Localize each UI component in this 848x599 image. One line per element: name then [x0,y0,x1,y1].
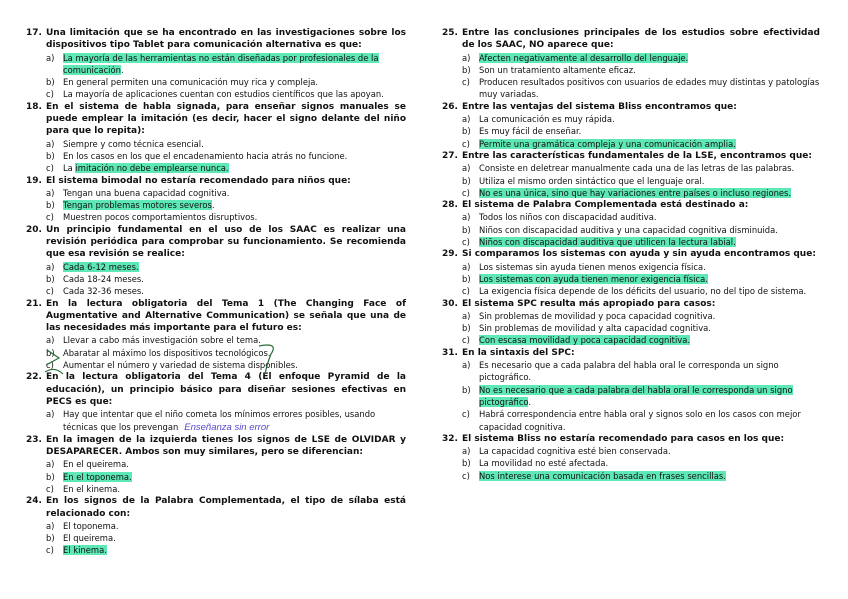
option-b [26,532,406,544]
handwritten-annotation-icon [43,340,283,380]
question-25 [442,27,820,101]
option-text-pre: Es muy fácil de enseñar. [479,126,582,137]
option-text-pre: Hay que intentar que el niño cometa los mínimos errores posibles, usando técnicas que los prevengan [63,409,376,432]
option-letter: c) [46,212,54,223]
option-text [63,520,406,532]
option-text-pre: Cada 32-36 meses. [63,286,144,297]
option-a [26,261,406,273]
question-text: Entre las conclusiones principales de los estudios sobre efectividad de los SAAC, NO aparece que: [462,28,820,51]
question-23 [26,434,406,495]
option-letter: a) [462,360,471,371]
option-text [479,125,820,137]
option-text-pre: La [63,163,76,174]
option-text [63,544,406,556]
option-text [479,52,820,64]
highlighted-answer: Cada 6-12 meses. [63,261,139,272]
question-text: En la imagen de la izquierda tienes los signos de LSE de OLVIDAR y DESAPARECER. Ambos son muy similares, pero se diferencian: [46,434,406,458]
option-letter: c) [46,360,54,371]
question-header [442,199,820,211]
option-b [26,76,406,88]
option-text [479,359,820,384]
option-text-pre: Cada 18-24 meses. [63,273,144,284]
question-header [442,298,820,310]
question-31 [442,347,820,433]
question-number: 31. [442,347,458,358]
option-letter: b) [46,471,55,482]
highlighted-answer: En el toponema. [63,471,132,482]
option-letter: b) [46,150,55,161]
option-text-pre: Los sistemas sin ayuda tienen menos exigencia física. [479,261,706,272]
option-letter: c) [462,237,470,248]
option-text [479,384,820,409]
question-header [442,27,820,52]
option-letter: a) [46,520,55,531]
option-letter: c) [462,187,470,198]
option-c [26,162,406,174]
question-22 [26,371,406,433]
option-letter: c) [46,286,54,297]
option-letter: a) [462,446,471,457]
option-text-pre: Siempre y como técnica esencial. [63,138,204,149]
option-letter: b) [462,126,471,137]
option-text-pre: La capacidad cognitiva esté bien conservada. [479,446,671,457]
question-27 [442,150,820,199]
question-number: 17. [26,28,42,38]
option-letter: a) [46,409,55,420]
question-text: Si comparamos los sistemas con ayuda y sin ayuda encontramos que: [462,249,816,260]
highlighted-answer: Tengan problemas motores severos [63,200,212,211]
question-number: 22. [26,372,42,383]
option-letter: c) [46,89,54,100]
option-b [26,199,406,211]
question-text: El sistema de Palabra Complementada está destinado a: [462,200,749,211]
option-text-pre: Producen resultados positivos con usuarios de edades muy distintas y patologías muy variadas. [479,77,820,100]
highlighted-answer: Afecten negativamente al desarrollo del lenguaje. [479,52,689,63]
option-c [26,285,406,297]
option-c [26,483,406,495]
option-text [63,458,406,470]
option-b [442,457,820,469]
option-text-pre: Llevar a cabo más investigación sobre el tema. [63,335,261,346]
question-30 [442,298,820,347]
question-header [26,298,406,335]
question-number: 23. [26,434,42,445]
option-letter: c) [462,138,470,149]
question-text: El sistema SPC resulta más apropiado para casos: [462,298,716,309]
question-number: 30. [442,298,458,309]
option-c [442,76,820,101]
option-letter: a) [46,335,55,346]
option-letter: a) [462,52,471,63]
option-text [479,445,820,457]
option-letter: b) [46,77,55,88]
option-letter: a) [462,163,471,174]
option-letter: b) [462,64,471,75]
option-text-pre: El queirema. [63,533,116,544]
option-letter: c) [462,286,470,297]
question-26 [442,101,820,150]
option-c [442,285,820,297]
question-text: Una limitación que se ha encontrado en las investigaciones sobre los dispositivos tipo Tablet para comunicación alternativa es que: [46,28,406,51]
option-text-pre: La exigencia física depende de los déficits del usuario, no del tipo de sistema. [479,286,807,297]
option-text [479,273,820,285]
option-text-pre: Utiliza el mismo orden sintáctico que el lenguaje oral. [479,175,705,186]
option-a [442,445,820,457]
question-number: 32. [442,433,458,444]
option-text [63,261,406,273]
option-c [26,88,406,100]
option-letter: b) [462,273,471,284]
highlighted-answer: Con escasa movilidad y poca capacidad cognitiva. [479,335,691,346]
question-header [442,433,820,445]
option-text [63,162,406,174]
option-text [63,88,406,100]
question-text: El sistema bimodal no estaría recomendado para niños que: [46,175,351,186]
option-letter: b) [462,175,471,186]
option-b [442,125,820,137]
question-text: En el sistema de habla signada, para enseñar signos manuales se puede emplear la imitación (es decir, hacer el signo delante del niño para que lo repita): [46,101,406,137]
option-text [63,76,406,88]
option-c [442,236,820,248]
option-letter: a) [46,52,55,63]
option-text [63,150,406,162]
question-header [442,347,820,359]
option-letter: b) [46,347,55,358]
option-text-pre: En general permiten una comunicación muy rica y compleja. [63,77,319,88]
option-text [63,471,406,483]
option-letter: a) [46,138,55,149]
option-text [479,64,820,76]
question-18 [26,101,406,175]
option-a [26,52,406,77]
option-text-pre: Son un tratamiento altamente eficaz. [479,64,636,75]
option-c [442,408,820,433]
option-b [26,273,406,285]
option-letter: c) [46,545,54,556]
left-column [26,27,406,557]
option-text [479,162,820,174]
option-letter: b) [46,533,55,544]
option-letter: b) [462,458,471,469]
option-text-pre: En el kinema. [63,483,120,494]
option-text [479,334,820,346]
option-letter: a) [462,114,471,125]
option-text-pre: En el queirema. [63,459,129,470]
option-letter: a) [462,261,471,272]
question-text: En la lectura obligatoria del Tema 1 (The Changing Face of Augmentative and Alternative Communication) se señala que una de las necesidades más importante para el futuro es: [46,298,406,334]
option-a [442,261,820,273]
option-a [26,187,406,199]
option-text [479,224,820,236]
option-letter: a) [46,261,55,272]
option-text-pre: Aumentar el número y variedad de sistema disponibles. [63,360,298,371]
option-text [63,138,406,150]
option-text [63,408,406,434]
option-letter: c) [462,409,470,420]
option-a [442,52,820,64]
option-c [442,187,820,199]
option-text-pre: Tengan una buena capacidad cognitiva. [63,187,230,198]
option-text-pre: La mayoría de aplicaciones cuentan con estudios científicos que las apoyan. [63,89,384,100]
option-text-pre: Sin problemas de movilidad y alta capacidad cognitiva. [479,323,711,334]
option-c [442,334,820,346]
question-header [26,101,406,138]
question-header [442,150,820,162]
question-number: 18. [26,101,42,112]
option-text [479,138,820,150]
option-text [479,310,820,322]
question-17 [26,27,406,101]
question-text: En la lectura obligatoria del Tema 4 (El enfoque Pyramid de la educación), un principio básico para diseñar sesiones efectivas en PECS es que: [46,372,406,407]
option-text-pre: Habrá correspondencia entre habla oral y signos solo en los casos con mejor capacidad cognitiva. [479,409,801,432]
question-20 [26,224,406,298]
question-header [26,495,406,520]
option-text [479,113,820,125]
option-letter: a) [462,310,471,321]
option-text [479,175,820,187]
option-letter: a) [46,187,55,198]
option-a [26,138,406,150]
option-letter: a) [462,212,471,223]
question-19 [26,175,406,224]
question-text: En la sintaxis del SPC: [462,347,575,358]
option-b [26,471,406,483]
option-b [442,64,820,76]
question-24 [26,495,406,556]
question-text: Un principio fundamental en el uso de los SAAC es realizar una revisión periódica para comprobar su funcionamiento. Se recomienda que esa revisión se realice: [46,224,406,260]
question-text: El sistema Bliss no estaría recomendado para casos en los que: [462,433,785,444]
question-number: 20. [26,224,42,235]
option-text [479,236,820,248]
question-number: 29. [442,249,458,260]
question-header [442,248,820,260]
highlighted-answer: Permite una gramática compleja y una comunicación amplia. [479,138,736,149]
option-text [63,532,406,544]
option-text-pre: Todos los niños con discapacidad auditiva. [479,212,657,223]
option-a [26,458,406,470]
option-text-pre: La movilidad no esté afectada. [479,458,609,469]
option-letter: c) [46,483,54,494]
highlighted-answer: El kinema. [63,545,107,556]
highlighted-answer: Nos interese una comunicación basada en frases sencillas. [479,470,726,481]
option-letter: c) [46,163,54,174]
option-letter: c) [462,77,470,88]
option-text-pre: Es necesario que a cada palabra del habla oral le corresponda un signo pictográfico. [479,360,779,383]
option-b [442,273,820,285]
question-28 [442,199,820,248]
option-text [479,322,820,334]
option-letter: b) [462,224,471,235]
option-text-pre: Niños con discapacidad auditiva y una capacidad cognitiva disminuida. [479,224,778,235]
option-text [479,211,820,223]
question-number: 25. [442,28,458,38]
option-letter: a) [46,459,55,470]
option-text [479,261,820,273]
option-b [442,224,820,236]
question-number: 26. [442,101,458,112]
option-c [26,544,406,556]
option-b [442,384,820,409]
question-text: En los signos de la Palabra Complementada, el tipo de sílaba está relacionado con: [46,496,406,519]
option-c [442,470,820,482]
option-text-post: . [528,396,532,407]
option-text [479,470,820,482]
highlighted-answer: La mayoría de las herramientas no están diseñadas por profesionales de la comunicación [63,52,379,75]
option-text [63,483,406,495]
option-a [442,113,820,125]
option-a [26,408,406,434]
option-text [63,187,406,199]
highlighted-answer: No es una única, sino que hay variaciones entre países o incluso regiones. [479,187,792,198]
option-text [63,285,406,297]
option-text-pre: Consiste en deletrear manualmente cada una de las letras de las palabras. [479,163,795,174]
highlighted-answer: Los sistemas con ayuda tienen menor exigencia física. [479,273,708,284]
option-b [26,150,406,162]
option-a [442,162,820,174]
option-text [479,76,820,101]
question-header [26,224,406,261]
option-letter: c) [462,335,470,346]
option-text-pre: En los casos en los que el encadenamiento hacia atrás no funcione. [63,150,348,161]
highlighted-answer: No es necesario que a cada palabra del habla oral le corresponda un signo pictográfico [479,384,793,407]
question-header [26,27,406,52]
option-a [26,520,406,532]
option-a [442,211,820,223]
highlighted-answer: imitación no debe emplearse nunca. [75,163,229,174]
option-letter: b) [462,323,471,334]
question-text: Entre las características fundamentales de la LSE, encontramos que: [462,150,812,161]
option-text [479,408,820,433]
option-text-post: . [120,64,124,75]
option-c [26,211,406,223]
highlighted-answer: Niños con discapacidad auditiva que utilicen la lectura labial. [479,237,736,248]
question-32 [442,433,820,482]
option-text [479,457,820,469]
question-number: 19. [26,175,42,186]
right-column [442,27,820,482]
question-number: 27. [442,150,458,161]
option-text [63,273,406,285]
option-letter: c) [462,470,470,481]
question-number: 21. [26,298,42,309]
option-text [479,285,820,297]
option-text [479,187,820,199]
option-c [442,138,820,150]
option-a [442,310,820,322]
option-text-pre: Muestren pocos comportamientos disruptivos. [63,212,258,223]
option-text [63,199,406,211]
option-text-pre: Abaratar al máximo los dispositivos tecnológicos. [63,347,271,358]
option-text-pre: Sin problemas de movilidad y poca capacidad cognitiva. [479,310,716,321]
question-header [26,175,406,187]
option-b [442,322,820,334]
question-text: Entre las ventajas del sistema Bliss encontramos que: [462,101,737,112]
option-b [442,175,820,187]
option-letter: b) [462,384,471,395]
option-letter: b) [46,200,55,211]
option-text-pre: El toponema. [63,520,119,531]
option-text [63,211,406,223]
question-number: 28. [442,200,458,211]
question-number: 24. [26,496,42,507]
option-a [442,359,820,384]
question-header [26,434,406,459]
question-29 [442,248,820,297]
handwritten-note: Enseñanza sin error [184,421,270,433]
option-text-post: . [211,200,215,211]
option-text [63,52,406,77]
question-header [442,101,820,113]
option-text-pre: La comunicación es muy rápida. [479,114,615,125]
option-letter: b) [46,273,55,284]
